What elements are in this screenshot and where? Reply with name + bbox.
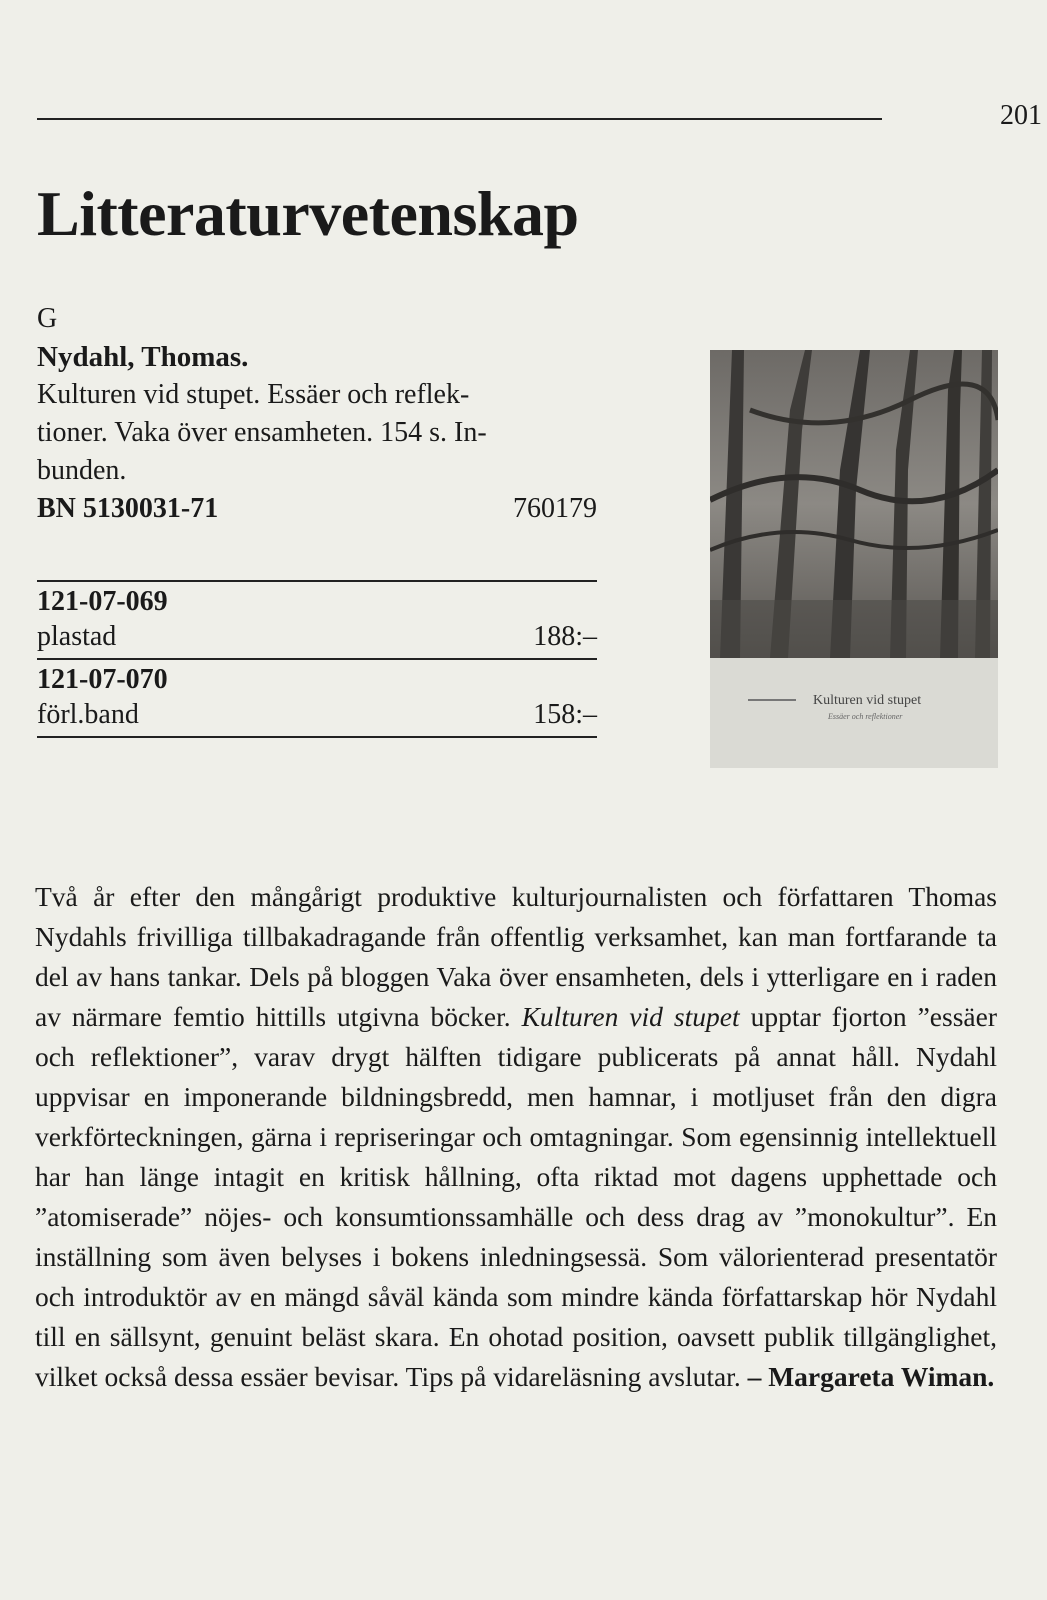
cover-photo-trees [710, 350, 998, 658]
cover-title: Kulturen vid stupet [813, 693, 922, 708]
description-line: bunden. [37, 455, 127, 486]
book-cover-image [710, 350, 998, 768]
cover-author-mark [748, 699, 796, 701]
page-number: 201 [1000, 100, 1042, 131]
bn-code: BN 5130031-71 [37, 493, 219, 524]
review-text [35, 877, 997, 1397]
description-line: Kulturen vid stupet. Essäer och reflek- [37, 379, 470, 410]
author-name: Nydahl, Thomas. [37, 341, 249, 373]
edition-code: 121-07-069 [37, 586, 168, 617]
book-entry [37, 300, 597, 528]
cover-subtitle: Essäer och reflektioner [828, 712, 903, 721]
bn-number: 760179 [513, 493, 597, 524]
reviewer-signature: – Margareta Wiman. [747, 1361, 995, 1392]
book-description [37, 376, 597, 490]
edition-binding: plastad [37, 621, 117, 652]
section-title: Litteraturvetenskap [37, 178, 579, 249]
review-book-title: Kulturen vid stupet [521, 1001, 740, 1032]
edition-table [37, 580, 597, 738]
edition-price: 188:– [533, 621, 597, 652]
edition-price: 158:– [533, 699, 597, 730]
edition-code: 121-07-070 [37, 664, 168, 695]
grade-label: G [37, 303, 58, 334]
edition-row [37, 582, 597, 658]
review-part-1: Två år efter den mångårigt produktive kulturjournalisten och författaren Thomas Nydahls frivilliga tillbakadragande från offentlig verksamhet, kan man fortfarande ta del av hans tankar. Dels på bloggen Vaka över ensamheten, dels i ytterligare en i raden av närmare femtio hittills utgivna böcker. [35, 881, 997, 1032]
review-part-2: upptar fjorton ”essäer och reflektioner”, varav drygt hälften tidigare publicerats på annat håll. Nydahl uppvisar en imponerande bildningsbredd, men hamnar, i motljuset från den digra verkförteckningen, gärna i repriseringar och omtagningar. Som egensinnig intellektuell har han länge intagit en kritisk hållning, ofta riktad mot dagens upphettade och ”atomiserade” nöjes- och konsumtionssamhälle och dess drag av ”monokultur”. En inställning som även belyses i bokens inledningsessä. Som välorienterad presentatör och introduktör av en mängd såväl kända som mindre kända författarskap hör Nydahl till en sällsynt, genuint beläst skara. En ohotad position, oavsett publik tillgänglighet, vilket också dessa essäer bevisar. Tips på vidareläsning avslutar. [35, 1001, 997, 1392]
description-line: tioner. Vaka över ensamheten. 154 s. In- [37, 417, 487, 448]
top-rule [37, 118, 882, 120]
edition-row [37, 660, 597, 736]
edition-binding: förl.band [37, 699, 139, 730]
divider [37, 736, 597, 738]
bn-row [37, 490, 597, 528]
